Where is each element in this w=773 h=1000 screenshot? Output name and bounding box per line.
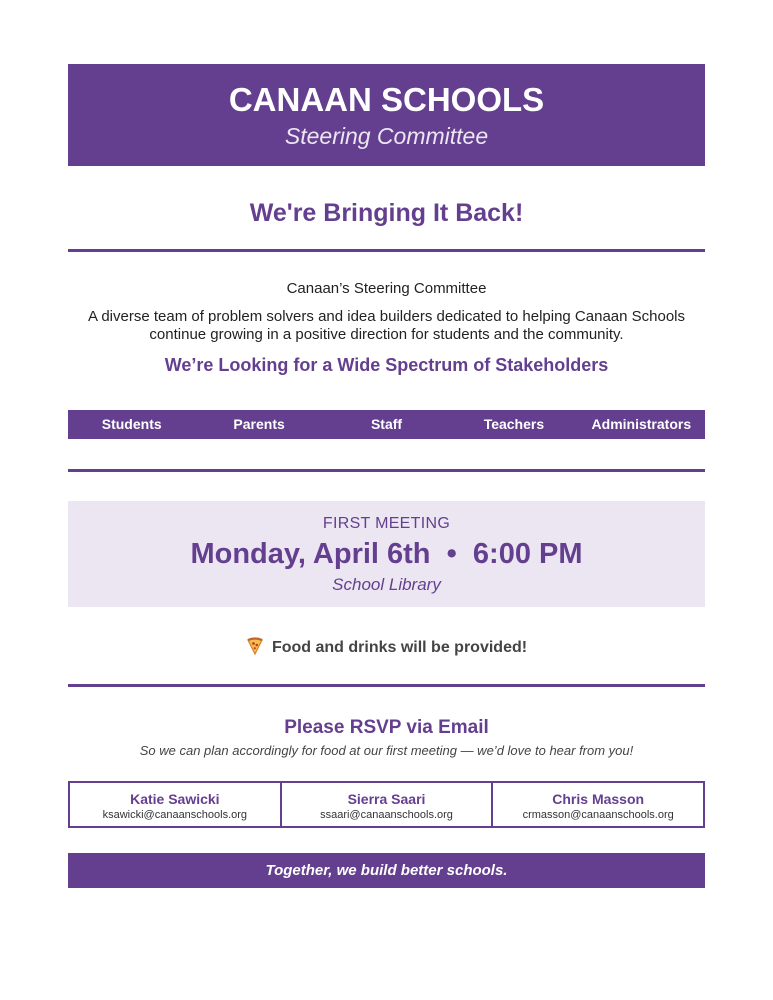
committee-subtitle: Steering Committee bbox=[284, 123, 489, 149]
stakeholder-administrators: Administrators bbox=[591, 416, 692, 432]
stakeholder-bar bbox=[68, 410, 705, 439]
rsvp-heading: Please RSVP via Email bbox=[284, 717, 489, 738]
meeting-label: FIRST MEETING bbox=[322, 515, 451, 532]
divider bbox=[68, 469, 705, 472]
page-headline: We're Bringing It Back! bbox=[249, 199, 524, 227]
contact-card bbox=[493, 783, 703, 826]
meeting-panel bbox=[68, 501, 705, 607]
contact-email[interactable]: ksawicki@canaanschools.org bbox=[102, 809, 248, 821]
stakeholder-heading: We’re Looking for a Wide Spectrum of Stakeholders bbox=[164, 355, 609, 375]
contact-name: Sierra Saari bbox=[347, 791, 426, 807]
pizza-icon bbox=[246, 637, 264, 655]
contact-name: Katie Sawicki bbox=[130, 791, 220, 807]
contact-card bbox=[70, 783, 282, 826]
stakeholder-parents: Parents bbox=[233, 416, 285, 432]
contact-email[interactable]: crmasson@canaanschools.org bbox=[522, 809, 674, 821]
contact-name: Chris Masson bbox=[552, 791, 645, 807]
committee-label: Canaan’s Steering Committee bbox=[286, 280, 487, 297]
stakeholder-students: Students bbox=[101, 416, 162, 432]
food-text: Food and drinks will be provided! bbox=[271, 639, 528, 656]
divider bbox=[68, 249, 705, 252]
meeting-datetime: Monday, April 6th • 6:00 PM bbox=[190, 538, 583, 570]
meeting-location: School Library bbox=[332, 575, 441, 594]
stakeholder-teachers: Teachers bbox=[483, 416, 545, 432]
school-name: CANAAN SCHOOLS bbox=[228, 81, 545, 118]
contact-email[interactable]: ssaari@canaanschools.org bbox=[320, 809, 453, 821]
rsvp-note: So we can plan accordingly for food at our first meeting — we’d love to hear from you! bbox=[139, 743, 634, 758]
stakeholder-staff: Staff bbox=[370, 416, 403, 432]
food-note bbox=[0, 637, 773, 659]
footer-banner: Together, we build better schools. bbox=[68, 853, 705, 888]
contact-card bbox=[282, 783, 494, 826]
divider bbox=[68, 684, 705, 687]
contact-table bbox=[68, 781, 705, 828]
committee-description: A diverse team of problem solvers and idea builders dedicated to helping Canaan Schools continue growing in a positive direction for students and the community. bbox=[87, 308, 686, 343]
header-banner bbox=[68, 64, 705, 166]
